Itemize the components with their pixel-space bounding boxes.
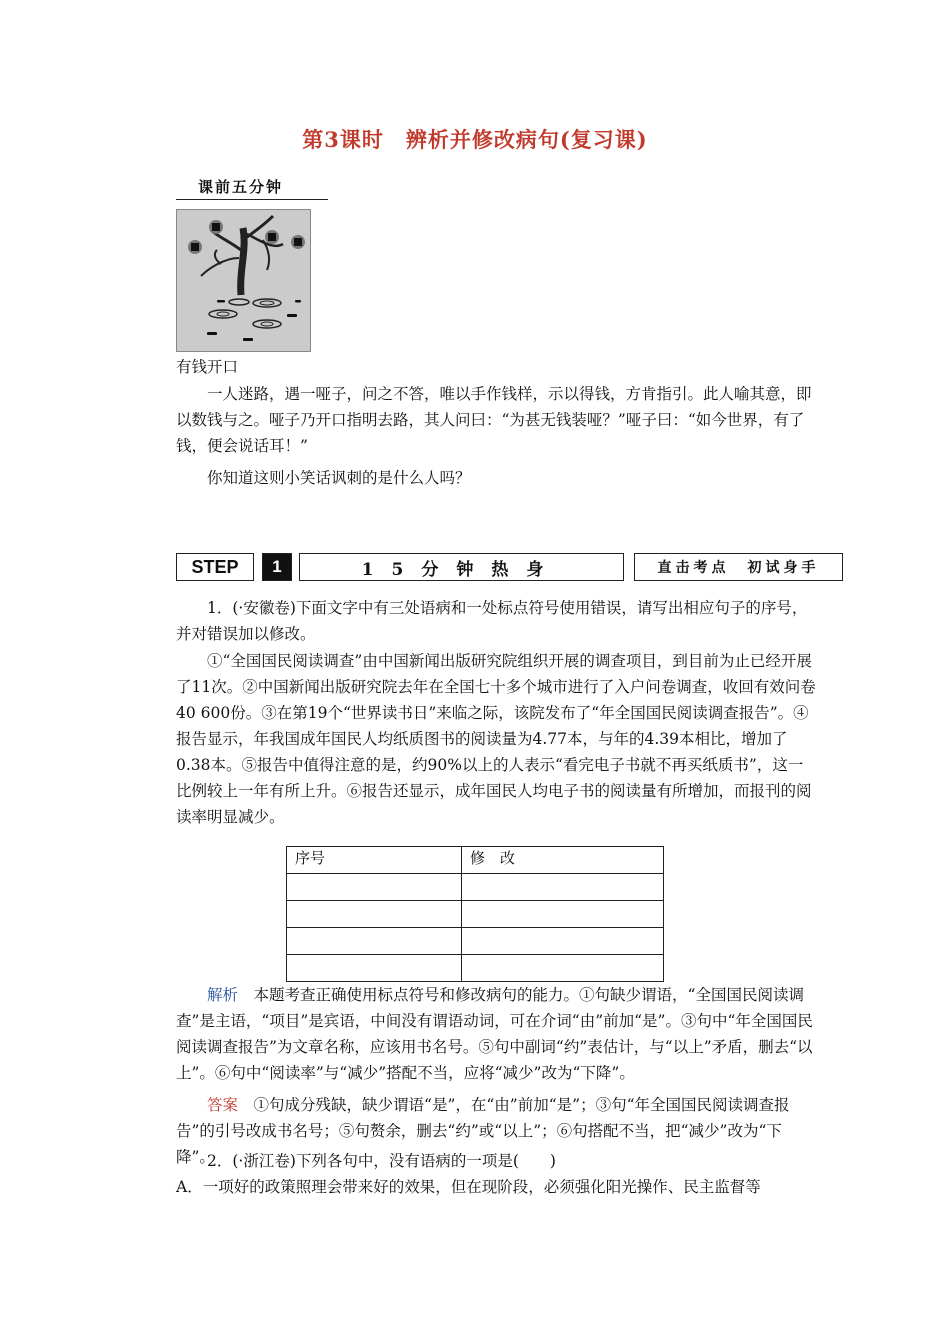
story-question: 你知道这则小笑话讽刺的是什么人吗？ — [207, 469, 471, 487]
analysis-paragraph — [176, 982, 816, 1086]
question-2-option-a: A．一项好的政策照理会带来好的效果，但在现阶段，必须强化阳光操作、民主监督等 — [176, 1178, 761, 1196]
table-cell — [287, 955, 462, 982]
step-subtitle: 直击考点 初试身手 — [634, 553, 843, 581]
table-cell — [287, 928, 462, 955]
table-cell — [462, 955, 664, 982]
tree-coins-image — [177, 210, 310, 351]
table-cell — [287, 901, 462, 928]
analysis-label: 解析 — [207, 986, 239, 1004]
table-row — [287, 928, 664, 955]
answer-label: 答案 — [207, 1096, 239, 1114]
question-1-stem: 1．(·安徽卷)下面文字中有三处语病和一处标点符号使用错误，请写出相应句子的序号，并对错误加以修改。 — [176, 599, 808, 643]
story-title: 有钱开口 — [176, 358, 239, 376]
table-row — [287, 874, 664, 901]
step-number: 1 — [262, 553, 292, 581]
table-header-cell: 序号 — [287, 847, 462, 874]
table-cell — [462, 874, 664, 901]
page-title: 第3课时 辨析并修改病句(复习课) — [302, 127, 648, 152]
table-header-cell: 修 改 — [462, 847, 664, 874]
table-header-row — [287, 847, 664, 874]
analysis-text: 本题考查正确使用标点符号和修改病句的能力。①句缺少谓语，“全国国民阅读调查”是主语，“项目”是宾语，中间没有谓语动词，可在介词“由”前加“是”。③句中“年全国国民阅读调查报告”为文章名称，应该用书名号。⑤句中副词“约”表估计，与“以上”矛盾，删去“以上”。⑥句中“阅读率”与“减少”搭配不当，应将“减少”改为“下降”。 — [176, 986, 813, 1082]
table-row — [287, 901, 664, 928]
answer-text: ①句成分残缺，缺少谓语“是”，在“由”前加“是”；③句“年全国国民阅读调查报告”的引号改成书名号；⑤句赘余，删去“约”或“以上”；⑥句搭配不当，把“减少”改为“下降”。 — [176, 1096, 790, 1166]
question-1-passage: ①“全国国民阅读调查”由中国新闻出版研究院组织开展的调查项目，到目前为止已经开展了11次。②中国新闻出版研究院去年在全国七十多个城市进行了入户问卷调查，收回有效问卷40 600份。③在第19个“世界读书日”来临之际，该院发布了“年全国国民阅读调查报告”。④报告显示，年我国成年国民人均纸质图书的阅读量为4.77本，与年的4.39本相比，增加了0.38本。⑤报告中值得注意的是，约90%以上的人表示“看完电子书就不再买纸质书”，这一比例较上一年有所上升。⑥报告还显示，成年国民人均电子书的阅读量有所增加，而报刊的阅读率明显减少。 — [176, 652, 816, 826]
table-cell — [287, 874, 462, 901]
question-2-stem: 2．(·浙江卷)下列各句中，没有语病的一项是( ) — [207, 1152, 556, 1170]
comic-illustration — [176, 209, 311, 352]
table-cell — [462, 928, 664, 955]
story-paragraph: 一人迷路，遇一哑子，问之不答，唯以手作钱样，示以得钱，方肯指引。此人喻其意，即以数钱与之。哑子乃开口指明去路，其人问曰：“为甚无钱装哑？”哑子曰：“如今世界，有了钱，便会说话耳！” — [176, 385, 812, 455]
table-cell — [462, 901, 664, 928]
step-label: STEP — [176, 553, 254, 581]
answer-table — [286, 846, 664, 982]
table-row — [287, 955, 664, 982]
section-heading-pre-class: 课前五分钟 — [176, 176, 328, 200]
step-title: 15分钟热身 — [299, 553, 624, 581]
